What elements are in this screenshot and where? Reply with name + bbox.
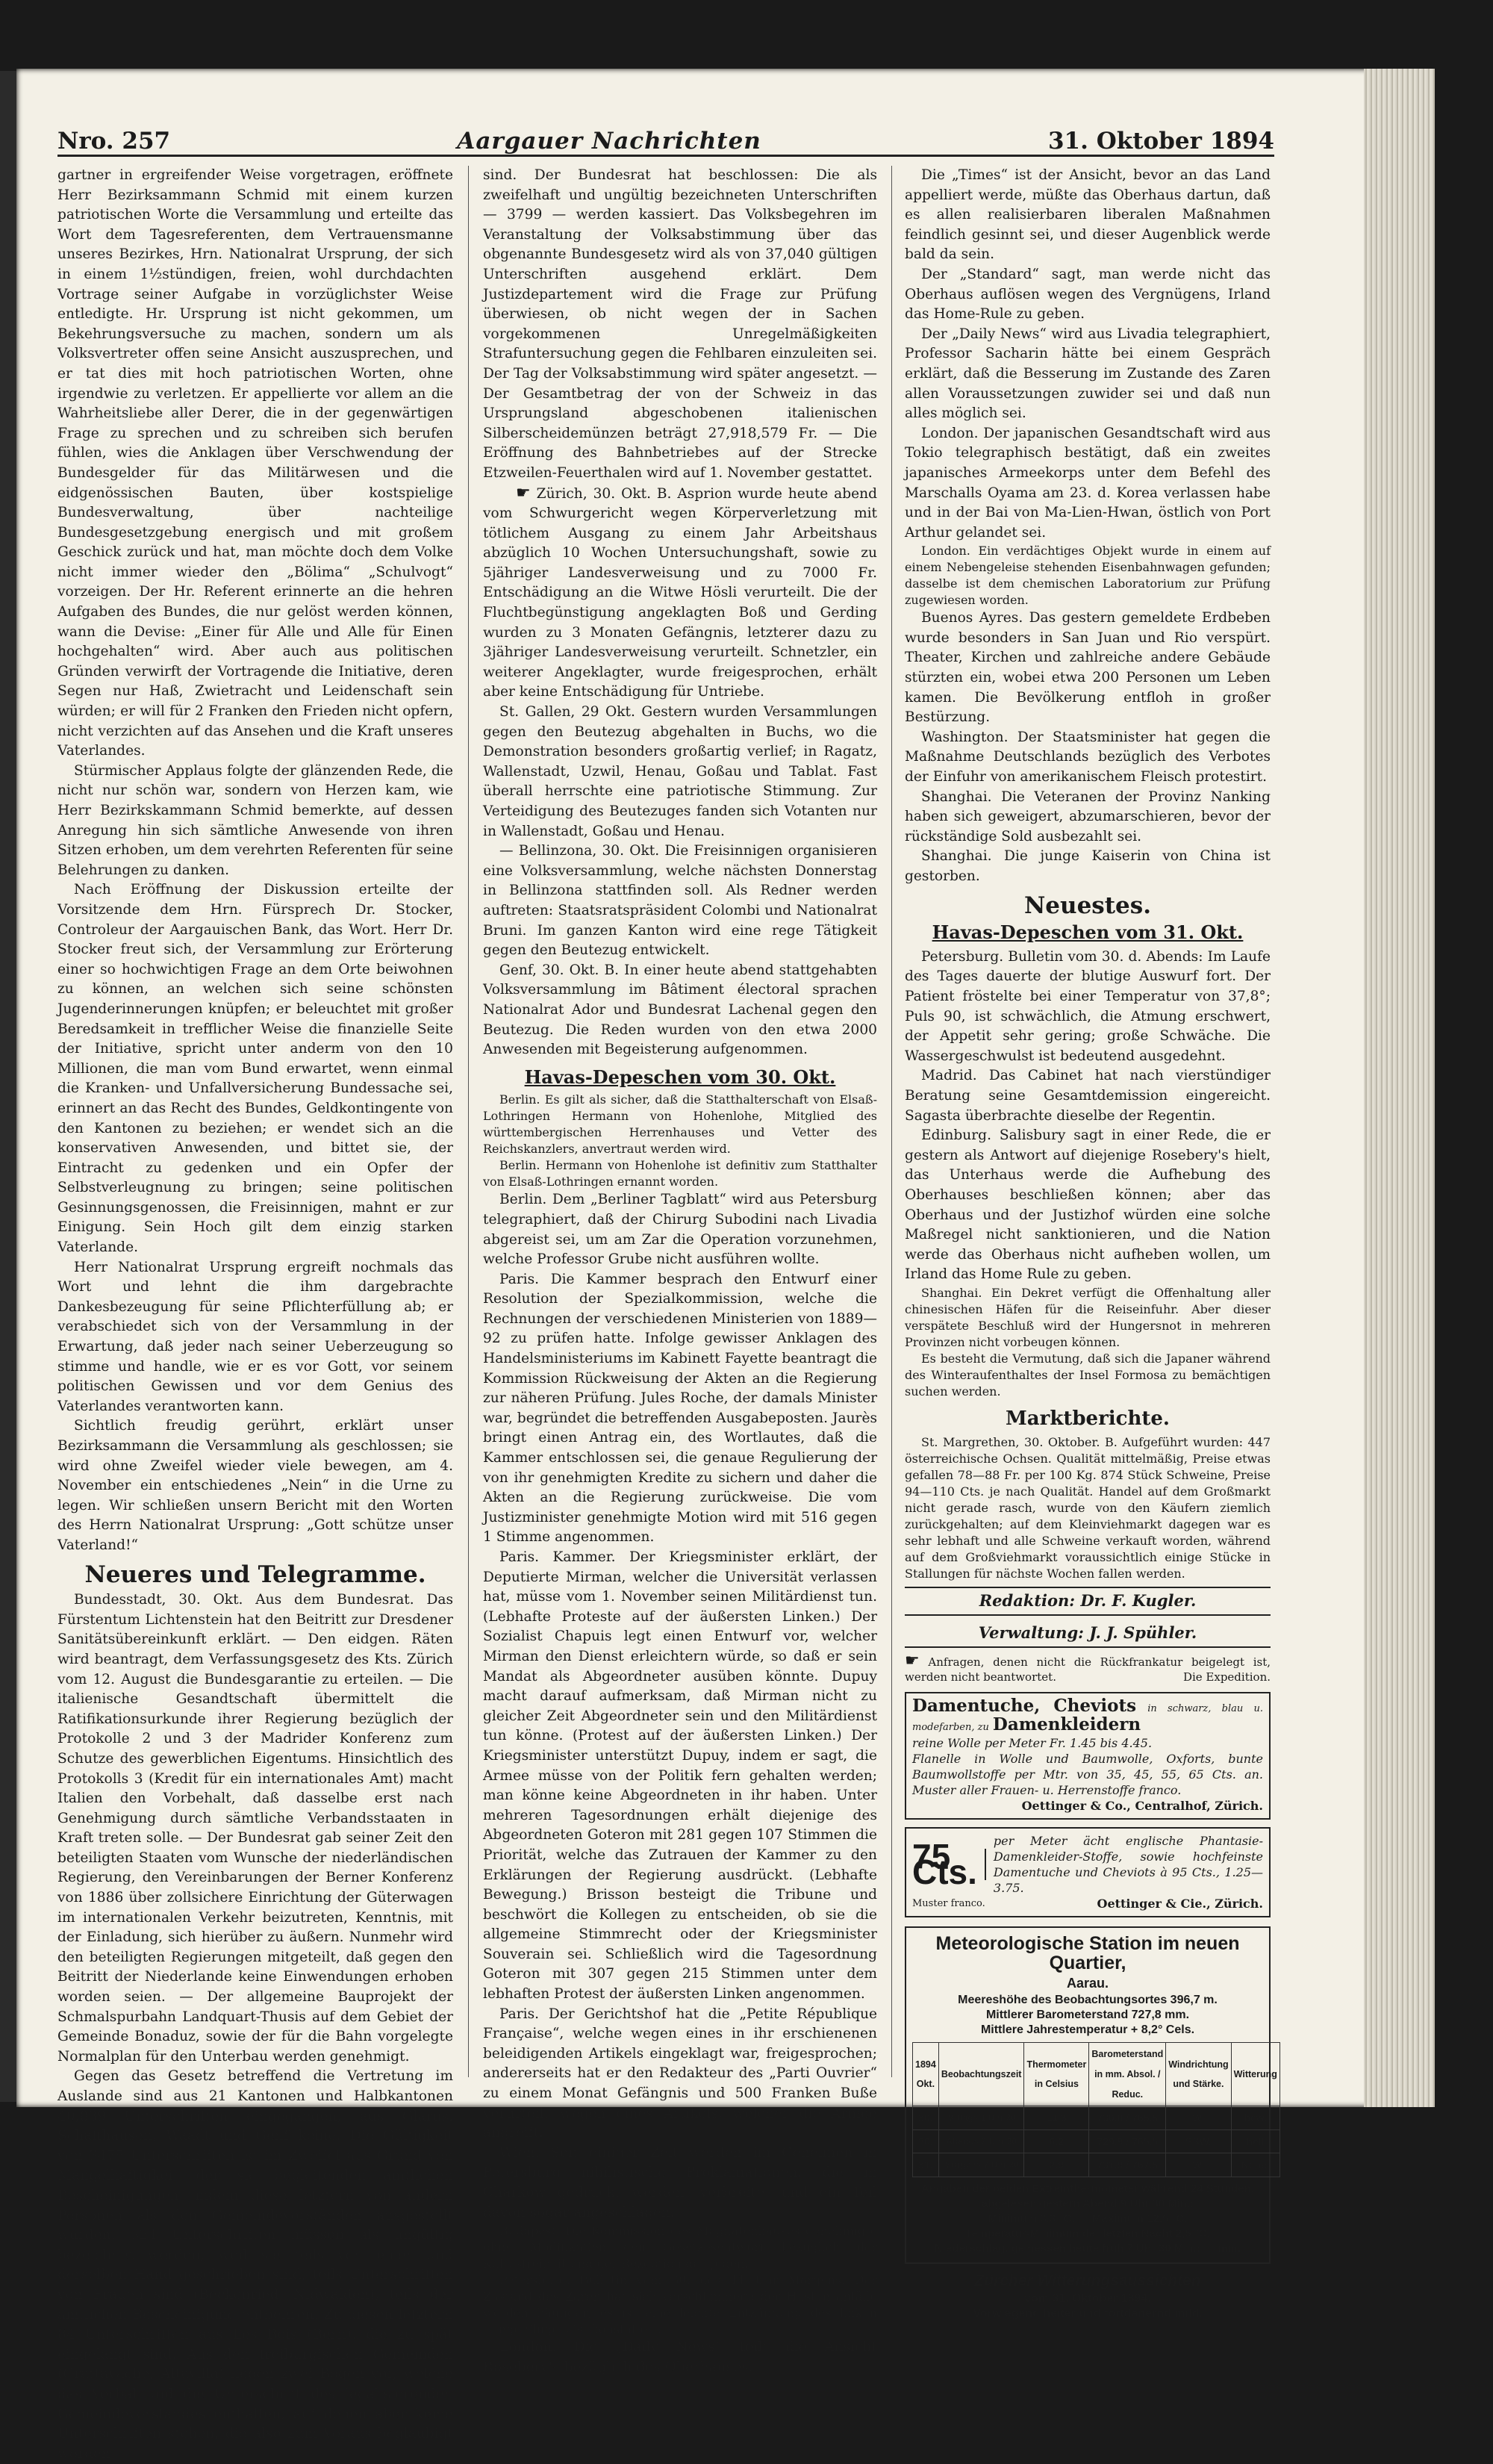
column-header: Windrichtung und Stärke.	[1166, 2043, 1231, 2106]
weather-info: Mittlere Jahrestemperatur + 8,2° Cels.	[980, 2023, 1195, 2037]
article-paragraph: London. Die „Daily News“ teilt die Ansicht Rosebery's bezüglich des Oberhauses.	[483, 2339, 877, 2375]
ad-advertiser: Oettinger & Cie., Zürich.	[1097, 1896, 1263, 1911]
article-paragraph: London. Der japanischen Gesandtschaft wird aus Tokio telegraphisch bestätigt, daß ein zweites japanisches Armeekorps unter dem Befehl des Marschalls Oyama am 23. d. Korea verlassen habe und in der Bai von Ma-Lien-Hwan, östlich von Port Arthur gelandet sei.	[905, 425, 1271, 541]
ad-line: per Meter ächt englische Phantasie-Damenkleider-Stoffe, sowie hochfeinste Damentuche und Cheviots à 95 Cts., 1.25—3.75.	[993, 1833, 1263, 1895]
article-paragraph: Madrid. Das Cabinet hat nach vierstündiger Beratung seine Gesamtdemission eingereicht. Sagasta überbrachte dieselbe der Regentin.	[905, 1068, 1271, 1124]
issue-date: 31. Oktober 1894	[1047, 128, 1274, 155]
weather-info: Mittlerer Barometerstand 727,8 mm.	[985, 2009, 1190, 2022]
table-cell: 2,9	[1024, 2153, 1089, 2177]
table-row	[913, 2153, 1280, 2177]
article-paragraph: Bundesstadt, 30. Okt. Aus dem Bundesrat. Das Fürstentum Lichtenstein hat den Beitritt zur Dresdener Sanitätsübereinkunft erklärt. — Den eidgen. Räten wird beantragt, dem Verfassungsgesetz des Kts. Zürich vom 12. August die Bundesgarantie zu erteilen. — Die italienische Gesandtschaft übermittelt die Ratifikationsurkunde ihrer Regierung bezüglich der Protokolle 2 und 3 der Madrider Konferenz zum Schutze des gewerblichen Eigentums. Hinsichtlich des Protokolls 3 (Kredit für ein internationales Amt) macht Italien den Vorbehalt, daß dasselbe erst nach Genehmigung durch sämtliche Verbandsstaaten in Kraft treten solle. — Der Bundesrat gab seiner Zeit den beteiligten Staaten vom Wunsche der niederländischen Regierung, den Vereinbarungen der Berner Konferenz von 1886 über zollsichere Einrichtung der Güterwagen im internationalen Verkehr beizutreten, Kenntnis, mit der Einladung, sich hierüber zu äußern. Nunmehr wird den beteiligten Regierungen mitgeteilt, daß gegen den Beitritt der Niederlande keine Einwendungen erhoben worden seien. — Der allgemeine Bauprojekt der Schmalspurbahn Landquart-Thusis auf dem Gebiet der Gemeinde Bonaduz, sowie der für die Bahn vorgelegte Normalplan für den Unterbau werden genehmigt.	[57, 1592, 453, 2065]
weather-forecast	[905, 2271, 1271, 2321]
ad-advertiser: Oettinger & Co., Centralhof, Zürich.	[1021, 1798, 1263, 1813]
ad-line: Flanelle in Wolle und Baumwolle, Oxforts, bunte Baumwollstoffe per Mtr. von 35, 45, 55, 65 Cts. an. Muster aller Frauen- u. Herrenstoffe franco.	[912, 1751, 1263, 1797]
article-paragraph: Budapest. Die Kommission des Magnatenhauses genehmigte ohne Modifikation den Gesetzesentwurf bezüglich der Kultusfreiheit und der Rezeption der Juden.	[483, 2224, 877, 2271]
weather-table	[912, 2042, 1280, 2177]
table-cell: 729,9 / 765,5	[1089, 2129, 1166, 2153]
table-cell: 731,9 / 767,5	[1089, 2153, 1166, 2177]
notice-signature: Die Expedition.	[1182, 1670, 1271, 1684]
column-1	[57, 166, 453, 2462]
article-paragraph: Shanghai. Die junge Kaiserin von China ist gestorben.	[905, 848, 1271, 884]
table-cell: 730,0 / 765,5	[1089, 2106, 1166, 2130]
section-heading: Marktberichte.	[1006, 1407, 1170, 1430]
newspaper-page	[16, 69, 1435, 2462]
article-paragraph: Berlin. Es gilt als sicher, daß die Statthalterschaft von Elsaß-Lothringen Hermann von Hohenlohe, Mitglied des württembergischen Herrenhauses und Vetter des Reichskanzlers, anvertraut werden wird.	[483, 1092, 877, 1157]
forecast-date: vom 31. Oktober 1894.	[1024, 2292, 1151, 2305]
article-paragraph: Berlin. Hermann von Hohenlohe ist definitiv zum Statthalter von Elsaß-Lothringen ernannt worden.	[483, 1158, 877, 1189]
weather-station-box	[905, 1926, 1277, 2264]
article-paragraph: Sichtlich freudig gerührt, erklärt unser Bezirksammann die Versammlung als geschlossen; sie wird ohne Zweifel wieder viele bewegen, am 4. November ein entschiedenes „Nein“ in die Urne zu legen. Wir schließen unsern Bericht mit den Worten des Herrn Nationalrat Ursprung: „Gott schütze unser Vaterland!“	[57, 1418, 453, 1553]
article-paragraph: Shanghai. Ein Dekret verfügt die Offenhaltung aller chinesischen Häfen für die Reiseinfuhr. Aber dieser verspätete Beschluß wird der Hungersnot in mehreren Provinzen nicht vorbeugen können.	[905, 1285, 1271, 1349]
table-cell: 30.	[913, 2129, 939, 2153]
article-paragraph: Paris. Die Kammer besprach den Entwurf einer Resolution der Spezialkommission, welche die Rechnungen der verschiedenen Ministerien von 1889—92 zu prüfen hatte. Infolge gewisser Anklagen des Handelsministeriums im Kabinett Fayette beantragt die Kommission Rückweisung der Akten an die Regierung zur näheren Prüfung. Jules Roche, der damals Minister war, begründet die betreffenden Ausgabeposten. Jaurès bringt einen Antrag ein, des Wortlautes, daß die Kammer entschlossen sei, die genaue Regulierung der von ihr genehmigten Kredite zu sichern und daher die Akten an die Regierung zurückweise. Die vom Justizminister genehmigte Motion wird mit 516 gegen 1 Stimme angenommen.	[483, 1271, 877, 1546]
article-paragraph: Herr Nationalrat Ursprung ergreift nochmals das Wort und lehnt die ihm dargebrachte Dankesbezeugung für seine Pflichterfüllung ab; er verabschiedet sich von der Versammlung in der Erwartung, daß jeder nach seiner Ueberzeugung so stimme und handle, wie er es vor Gott, vor seinem politischen Gewissen und vor dem Genius des Vaterlandes verantworten kann.	[57, 1259, 453, 1414]
ad-price: 75 Cts.	[912, 1849, 986, 1880]
ad-title: Damenkleidern	[992, 1714, 1141, 1735]
column-header: Thermometer in Celsius	[1024, 2043, 1089, 2106]
expedition-notice	[905, 1651, 1271, 1684]
column-rule	[891, 166, 892, 2077]
article-paragraph: Petersburg. Bulletin vom 30. d. Abends: Im Laufe des Tages dauerte der blutige Auswurf fort. Der Patient fröstelte bei einer Temperatur von 37,8°; Puls 90, ist schwächlich, die Atmung erschwert, der Appetit sehr gering; große Schwäche. Die Wassergeschwulst ist bedeutend ausgedehnt.	[905, 948, 1271, 1064]
ad-subtitle: in schwarz, blau u. modefarben, zu	[912, 1702, 1264, 1733]
ad-muster: Muster franco.	[912, 1897, 985, 1909]
page-header	[57, 110, 1274, 157]
column-header: Barometerstand in mm. Absol. / Reduc.	[1089, 2043, 1166, 2106]
table-cell: Abends 9 Uhr 30	[938, 2129, 1024, 2153]
article-paragraph: Berlin. Dem „Berliner Tagblatt“ wird aus Petersburg telegraphiert, daß der Chirurg Subodini nach Livadia abgereist sei, um am Zar die Operation vorzunehmen, welche Professor Grube nicht ausführen wollte.	[483, 1192, 877, 1268]
article-paragraph: Die „Times“ ist der Ansicht, bevor an das Land appelliert werde, müßte das Oberhaus dartun, daß es allen realisierbaren liberalen Maßnahmen feindlich gesinnt sei, und dieser Augenblick werde bald da sein.	[905, 167, 1271, 263]
pointing-hand-icon: ☛	[905, 1651, 920, 1670]
article-paragraph: St. Margrethen, 30. Oktober. B. Aufgeführt wurden: 447 österreichische Ochsen. Qualität mittelmäßig, Preise etwas gefallen 78—88 Fr. per 100 Kg. 874 Stück Schweine, Preise 94—110 Cts. je nach Qualität. Handel auf dem Großmarkt nicht gerade rasch, wurde von den Käufern ziemlich zurückgehalten; auf dem Kleinviehmarkt dagegen war es sehr lebhaft und alle Schweine verkauft worden, während auf dem Großviehmarkt voraussichtlich einige Stücke in Stallungen für nächste Wochen fallen werden.	[905, 1435, 1271, 1581]
article-paragraph: Wien. Seit einiger Zeit werden im Geheimen in Petersburg nihilistische Proklamationen, die in Charkow gedruckt werden, verbreitet und ein Teil davon sogar angeschlagen.	[483, 2144, 877, 2221]
table-cell: 30.	[913, 2106, 939, 2130]
weather-footnote: Minimum 3,3 °C. — Maximum 12,5 °C.	[988, 2212, 1188, 2225]
article-paragraph: gartner in ergreifender Weise vorgetragen, eröffnete Herr Bezirksammann Schmid mit einem kurzen patriotischen Worte die Versammlung und erteilte das Wort dem Tagesreferenten, dem Vertrauensmanne unseres Bezirkes, Hrn. Nationalrat Ursprung, der sich in einem 1½stündigen, freien, wohl durchdachten Vortrage seiner Aufgabe in vorzüglichster Weise entledigte. Hr. Ursprung ist nicht gekommen, um Bekehrungsversuche zu machen, sondern um als Volksvertreter offen seine Ansicht auszusprechen, und er tat dies mit hoch patriotischen Worten, ohne irgendwie zu verletzen. Er appellierte vor allem an die Wahrheitsliebe aller Derer, die in der gegenwärtigen Frage zu sprechen und zu schreiben sich berufen fühlen, wies die Anklagen über Verschwendung der Bundesgelder für das Militärwesen und die eidgenössischen Bauten, über kostspielige Bundesverwaltung, über nachteilige Bundesgesetzgebung energisch und mit großem Geschick zurück und hat, man möchte doch dem Volke nicht immer wieder den „Bölima“ „Schulvogt“ vorzeigen. Der Hr. Referent erinnerte an die hehren Aufgaben des Bundes, die nur gelöst werden können, wann die Devise: „Einer für Alle und Alle für Einen hochgehalten“ wird. Aber auch aus politischen Gründen verwirft der Vortragende die Initiative, deren Segen nur Haß, Zwietracht und Leidenschaft sein würden; er will für 2 Franken den Frieden nicht opfern, nicht verzichten auf das Ansehen und die Kraft unseres Vaterlandes.	[57, 167, 453, 759]
forecast-title: Zürcher Witterungsaussichten	[974, 2272, 1201, 2289]
weather-footnote: Niederschlag, gemessen heute früh 7 Uhr 30 Min.: — mm.	[934, 2242, 1241, 2255]
article-paragraph: London. Ein verdächtiges Objekt wurde in einem auf einem Nebengeleise stehenden Eisenbahnwagen gefunden; dasselbe ist dem chemischen Laboratorium zur Prüfung zugewiesen worden.	[905, 544, 1271, 608]
weather-info: Meereshöhe des Beobachtungsortes 396,7 m.	[958, 1994, 1218, 2007]
column-3	[905, 166, 1277, 2320]
article-paragraph: Edinburg. Salisbury sagt in einer Rede, die er gestern als Antwort auf diejenige Rosebery's hielt, das Unterhaus werde die Aufhebung des Oberhauses beschließen können; aber das Oberhaus und der Justizhof würden eine solche Maßregel nicht sanktionieren, und die Nation werde das Oberhaus nicht aufheben wollen, um Irland das Home Rule zu geben.	[905, 1127, 1271, 1283]
issue-number: Nro. 257	[57, 128, 171, 155]
table-header-row	[913, 2043, 1280, 2106]
table-row	[913, 2129, 1280, 2153]
article-paragraph: Der „Standard“ sagt, man werde nicht das Oberhaus auflösen wegen des Vergnügens, Irland das Home-Rule zu geben.	[905, 266, 1271, 323]
section-heading: Neuestes.	[1023, 892, 1152, 919]
column-header: Beobachtungszeit	[938, 2043, 1024, 2106]
ad-line: reine Wolle per Meter Fr. 1.45 bis 4.45.	[912, 1735, 1153, 1750]
scan-edge	[0, 71, 16, 2102]
table-row	[913, 2106, 1280, 2130]
table-cell: 31.	[913, 2153, 939, 2177]
article-paragraph: Stürmischer Applaus folgte der glänzenden Rede, die nicht nur schön war, sondern von Herzen kam, wie Herr Bezirkskammann Schmid bemerkte, auf dessen Anregung hin sich sämtliche Anwesende von ihren Sitzen erhoben, um dem verehrten Referenten für seine Belehrungen zu danken.	[57, 762, 453, 878]
pointing-hand-icon: ☛	[516, 483, 531, 503]
column-header: Witterung	[1231, 2043, 1280, 2106]
article-paragraph	[483, 484, 877, 703]
article-paragraph: Petersburg. Bulletin vom 30. des 11 Uhr Morgens. Der Zustand des Zaren hat sich verschlimmert; der Husten anfälle werden häufiger; es ist eine leichte Entzündung des linken Lungenflügels ist konstatiert.	[483, 2273, 877, 2337]
column-2	[483, 166, 877, 2375]
article-paragraph: Buenos Ayres. Das gestern gemeldete Erdbeben wurde besonders in San Juan und Rio verspürt. Theater, Kirchen und zahlreiche andere Gebäude stürzten ein, wobei etwa 200 Personen um Leben kamen. Die Bevölkerung entfloh in großer Bestürzung.	[905, 610, 1271, 726]
table-cell: Mittags 1 Uhr 30	[938, 2106, 1024, 2130]
article-paragraph: sind. Der Bundesrat hat beschlossen: Die als zweifelhaft und ungültig bezeichneten Unterschriften — 3799 — werden kassiert. Das Volksbegehren im Veranstaltung der Volksabstimmung über das obgenannte Bundesgesetz wird als von 37,040 gültigen Unterschriften ausgehend erklärt. Dem Justizdepartement wird die Frage zur Prüfung überwiesen, ob nicht wegen der in Sachen vorgekommenen Unregelmäßigkeiten Strafuntersuchung gegen die Fehlbaren einzuleiten sei. Der Tag der Volksabstimmung wird später angesetzt. — Der Gesamtbetrag der von der Schweiz in das Ursprungsland abgeschobenen italienischen Silberscheidemünzen beträgt 27,918,579 Fr. — Die Eröffnung des Bahnbetriebes auf der Strecke Etzweilen-Feuerthalen wird auf 1. November gestattet.	[483, 167, 877, 481]
article-paragraph: Paris. Der Gerichtshof hat die „Petite République Française“, welche wegen eines in ihr erschienenen beleidigenden Artikels eingeklagt war, freigesprochen; andererseits hat er den Redakteur des „Parti Ouvrier“ zu einem Monat Gefängnis und 500 Franken Buße verurteilt wegen eines Artikels, welcher die Armee angreift.	[483, 2006, 877, 2141]
table-cell: W.	[1166, 2153, 1231, 2177]
table-cell: Nebel	[1231, 2153, 1280, 2177]
table-cell: bew.	[1231, 2106, 1280, 2130]
weather-footnote: Angaben der beiden Extremthermometer während 24 Stunden, abgelesen gestern Abend 9 Uhr 30 Min.:	[921, 2183, 1254, 2210]
book-edge	[1364, 69, 1435, 2107]
article-paragraph: St. Gallen, 29 Okt. Gestern wurden Versammlungen gegen den Beutezug abgehalten in Buchs, wo die Demonstration besonders großartig verlief; in Ragatz, Wallenstadt, Uzwil, Henau, Goßau und Tablat. Fast überall herrschte eine patriotische Stimmung. Zur Verteidigung des Beutezuges fanden sich Votanten nur in Wallenstadt, Goßau und Henau.	[483, 704, 877, 839]
section-subheading: Havas-Depeschen vom 31. Okt.	[932, 921, 1244, 944]
article-paragraph: Gegen das Gesetz betreffend die Vertretung im Auslande sind aus 21 Kantonen und Halbkantonen 40,839 Unterschriften eingegangen, aus Glarus, Schaffhausen, Waadt und Genf keine. Die Gültigkeit von 3475 Unterschriften ist im Zweifel aus Grund von Mangelhaftigkeit der sie begleitenden amtlichen Bescheinigungen, indem diese letztern von andern Personen als den Gemeindevorständen ausgestellt wurden. 324 Unterschriften müssen als ungültig bezeichnet werden, weil sie teils von einer und derselben Hand geschrieben sind, teils Unterschriften von Frauen sind (Beckenried, Nidwalden), teils der amtlichen Bescheinigung entbehren. Zu diesen letztern 84 Unterschriften aus Les Bois (Bern), die zu spät eingelangt sind. Aus den freiburgischen Gemeinden (Grattavache, Altavilla) liegen zwei Bogen vor, welche das Verbal und die Unterschrift des legalisierenden Gemeindevorstandes enthalten, auf denen aber keine Unterschriften stehen, die also zum Voraus beglaubigt worden	[57, 2068, 453, 2462]
table-cell: hell	[1231, 2129, 1280, 2153]
table-cell: 6,2	[1024, 2129, 1089, 2153]
weather-footnote: Temperatur-Minimum der letzten Nacht 2,5 °C.	[965, 2227, 1210, 2240]
section-heading: Neueres und Telegramme.	[84, 1561, 426, 1588]
article-paragraph: Es besteht die Vermutung, daß sich die Japaner während des Winteraufenthaltes der Insel Formosa zu bemächtigen suchen werden.	[905, 1351, 1271, 1399]
weather-station-place: Aarau.	[1066, 1975, 1109, 1991]
column-header: 1894 Okt.	[913, 2043, 939, 2106]
table-cell: W.	[1166, 2106, 1231, 2130]
article-paragraph: Washington. Der Staatsminister hat gegen die Maßnahme Deutschlands bezüglich des Verbotes der Einfuhr von amerikanischem Fleisch protestirt.	[905, 729, 1271, 785]
table-cell: Morgens 7 Uhr 30	[938, 2153, 1024, 2177]
article-paragraph: Shanghai. Die Veteranen der Provinz Nanking haben sich geweigert, abzumarschieren, bevor der rückständige Sold ausbezahlt sei.	[905, 788, 1271, 844]
article-paragraph: Nach Eröffnung der Diskussion erteilte der Vorsitzende dem Hrn. Fürsprech Dr. Stocker, Controleur der Aargauischen Bank, das Wort. Herr Dr. Stocker freut sich, der Versammlung zur Erörterung einer so hochwichtigen Frage an dem Orte beiwohnen zu können, an welchen sich seine schönsten Jugenderinnerungen knüpfen; er beleuchtet mit großer Beredsamkeit in trefflicher Weise die finanzielle Seite der Initiative, spricht unter anderm von den 10 Millionen, die man vom Bund erwartet, wenn einmal die Kranken- und Unfallversicherung Bundessache sei, erinnert an das Recht des Bundes, Geldkontingente von den Kantonen zu beziehen; er wendet sich an die konservativen Anwesenden, und bittet sie, der Eintracht zu gedenken und ein Opfer der Selbstverleugnung zu bringen; seine politischen Gesinnungsgenossen, die Freisinnigen, mahnt er zur Einigung. Sein Hoch gilt dem einzig starken Vaterlande.	[57, 882, 453, 1256]
article-paragraph: Der „Daily News“ wird aus Livadia telegraphiert, Professor Sacharin hätte bei einem Gespräch erklärt, daß die Besserung im Zustande des Zaren allen Voraussetzungen zuwider sei und daß nun alles möglich sei.	[905, 326, 1271, 422]
advertisement-75cts	[905, 1827, 1271, 1917]
article-paragraph: Genf, 30. Okt. B. In einer heute abend stattgehabten Volksversammlung im Bâtiment électoral sprachen Nationalrat Ador und Bundesrat Lachenal gegen den Beutezug. Die Reden wurden von den etwa 2000 Anwesenden mit Begeisterung aufgenommen.	[483, 962, 877, 1058]
article-paragraph: Paris. Kammer. Der Kriegsminister erklärt, der Deputierte Mirman, welcher die Universität verlassen hat, müsse vom 1. November seinen Militärdienst tun. (Lebhafte Proteste auf der äußersten Linken.) Der Sozialist Chapuis legt einen Entwurf vor, welcher Mirman den Dienst erleichtern würde, so daß er sein Mandat als Abgeordneter ausüben könnte. Dupuy macht darauf aufmerksam, daß Mirman nicht zu gleicher Zeit Abgeordneter sein und den Militärdienst tun könne. (Protest auf der äußersten Linken.) Der Kriegsminister unterstützt Dupuy, indem er sagt, die Armee müsse von der Politik fern gehalten werden; man könne keine Abgeordneten in ihr haben. Unter mehreren Tagesordnungen erhält diejenige des Abgeordneten Goteron mit 281 gegen 107 Stimmen die Priorität, welche das Zutrauen der Kammer zu den Erklärungen der Regierung ausdrückt. (Lebhafte Bewegung.) Brisson besteigt die Tribune und beschwört die Kollegen zu entscheiden, ob sie die allgemeine Stimmrecht oder der Kriegsminister Souverain sei. Schließlich wird die Tagesordnung Goteron mit 307 gegen 215 Stimmen unter dem lebhaften Protest der äußersten Linken angenommen.	[483, 1549, 877, 2003]
editor-credit: Redaktion: Dr. F. Kugler.	[905, 1587, 1271, 1616]
section-subheading: Havas-Depeschen vom 30. Okt.	[524, 1065, 836, 1088]
weather-station-title: Meteorologische Station im neuen Quartier,	[935, 1932, 1240, 1974]
administration-credit: Verwaltung: J. J. Spühler.	[905, 1620, 1271, 1648]
table-cell: SSW.	[1166, 2129, 1231, 2153]
article-text: Zürich, 30. Okt. B. Asprion wurde heute abend vom Schwurgericht wegen Körperverletzung mit tötlichem Ausgang zu einem Jahr Arbeitshaus abzüglich 10 Wochen Untersuchungshaft, sowie zu 5jähriger Landesverweisung und zu 7000 Fr. Entschädigung an die Witwe Hösli verurteilt. Die der Fluchtbegünstigung angeklagten Boß und Gerding wurden zu 3 Monaten Gefängnis, letzterer dazu zu 3jähriger Landesverweisung verurteilt. Schnetzler, ein weiterer Angeklagter, wurde freigesprochen, erhält aber keine Entschädigung für Untriebe.	[483, 485, 877, 700]
ad-title: Damentuche, Cheviots	[912, 1695, 1137, 1716]
table-cell: 11,3	[1024, 2106, 1089, 2130]
column-rule	[468, 166, 469, 2077]
newspaper-title: Aargauer Nachrichten	[457, 128, 761, 155]
advertisement-damentuche	[905, 1692, 1271, 1820]
notice-text: Anfragen, denen nicht die Rückfrankatur beigelegt ist, werden nicht beantwortet.	[905, 1655, 1271, 1684]
article-paragraph: — Bellinzona, 30. Okt. Die Freisinnigen organisieren eine Volksversammlung, welche nächsten Donnerstag in Bellinzona stattfinden soll. Als Redner werden auftreten: Staatsratspräsident Colombi und Nationalrat Bruni. Im ganzen Kanton wird eine rege Tätigkeit gegen den Beutezug entwickelt.	[483, 843, 877, 959]
forecast-text: Vorwiegend heiter und fortdanernd mild.	[973, 2306, 1203, 2320]
